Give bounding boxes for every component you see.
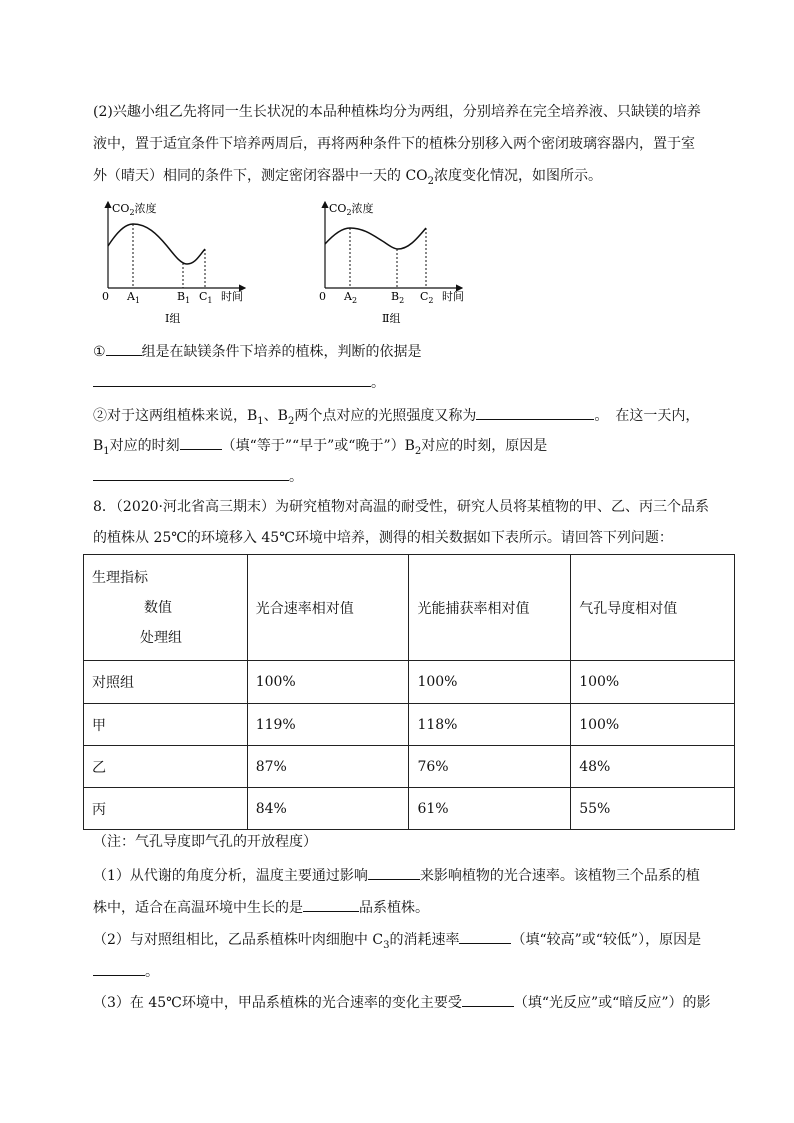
chart2-origin: 0 xyxy=(319,290,326,303)
answer-blank[interactable] xyxy=(93,960,145,976)
chart2-caption: Ⅱ组 xyxy=(382,312,401,325)
q7-text-line3: 外（晴天）相同的条件下，测定密闭容器中一天的 $CO_2$浓度变化情况，如图所示。 xyxy=(93,168,603,187)
table-cell: 100% xyxy=(409,661,571,704)
table-cell: 48% xyxy=(571,746,735,788)
table-cell: 87% xyxy=(247,746,409,788)
table-cell: 119% xyxy=(247,704,409,746)
q8-sub3-line1: （3）在 45℃环境中，甲品系植株的光合速率的变化主要受 （填“光反应”或“暗反应”）的影 xyxy=(93,991,705,1013)
q8-sub1-line2: 株中，适合在高温环境中生长的是 品系植株。 xyxy=(93,896,705,918)
q7-sub3-answer-line: 。 xyxy=(93,465,705,487)
table-col-header: 气孔导度相对值 xyxy=(571,555,735,661)
answer-blank[interactable] xyxy=(106,340,142,356)
chart1-origin: 0 xyxy=(102,290,109,303)
table-header-diagonal-cell xyxy=(84,555,248,661)
q7-text-line1: (2)兴趣小组乙先将同一生长状况的本品种植株均分为两组，分别培养在完全培养液、只缺镁的培养 xyxy=(93,104,701,120)
q7-sub2: ②对于这两组植株来说，$B_1$、$B_2$两个点对应的光照强度又称为 。 在这一天内， xyxy=(93,404,705,432)
table-row xyxy=(84,746,735,788)
header-label-group: 处理组 xyxy=(140,630,182,646)
chart-group-2 xyxy=(319,201,464,325)
chart2-tick-a: $A_2$ xyxy=(344,290,358,305)
header-label-indicator: 生理指标 xyxy=(92,570,148,586)
table-cell: 丙 xyxy=(84,788,248,830)
q8-sub2-line2: 。 xyxy=(93,960,705,982)
table-cell: 100% xyxy=(571,661,735,704)
q8-sub1-line1: （1）从代谢的角度分析，温度主要通过影响 来影响植物的光合速率。该植物三个品系的植 xyxy=(93,864,705,886)
q8-data-table xyxy=(83,554,735,830)
chart2-tick-b: $B_2$ xyxy=(391,290,405,305)
table-row xyxy=(84,788,735,830)
table-cell: 84% xyxy=(247,788,409,830)
answer-blank[interactable] xyxy=(180,434,222,450)
answer-blank[interactable] xyxy=(459,928,511,944)
header-label-value: 数值 xyxy=(144,600,172,616)
table-cell: 55% xyxy=(571,788,735,830)
table-cell: 100% xyxy=(247,661,409,704)
chart1-tick-b: $B_1$ xyxy=(177,290,191,305)
q7-text-line2: 液中，置于适宜条件下培养两周后，再将两种条件下的植株分别移入两个密闭玻璃容器内，置于室 xyxy=(93,136,695,152)
table-cell: 甲 xyxy=(84,704,248,746)
co2-concentration-charts xyxy=(95,196,475,331)
table-cell: 118% xyxy=(409,704,571,746)
chart2-time-label: 时间 xyxy=(442,290,464,303)
answer-blank[interactable] xyxy=(93,371,371,387)
chart1-curve xyxy=(108,224,205,264)
table-cell: 对照组 xyxy=(84,661,248,704)
chart-group-1 xyxy=(102,201,245,325)
answer-blank[interactable] xyxy=(476,404,594,420)
answer-blank[interactable] xyxy=(368,864,420,880)
table-row xyxy=(84,704,735,746)
table-col-header: 光能捕获率相对值 xyxy=(409,555,571,661)
table-cell: 乙 xyxy=(84,746,248,788)
q7-sub1: ① 组是在缺镁条件下培养的植株，判断的依据是 xyxy=(93,340,705,362)
chart2-y-label: $CO_2$浓度 xyxy=(329,202,374,217)
chart2-tick-c: $C_2$ xyxy=(420,290,434,305)
table-cell: 76% xyxy=(409,746,571,788)
chart1-tick-c: $C_1$ xyxy=(199,290,213,305)
answer-blank[interactable] xyxy=(462,991,514,1007)
q8-table-note: （注：气孔导度即气孔的开放程度） xyxy=(93,834,317,850)
chart1-time-label: 时间 xyxy=(221,290,243,303)
q7-sub3: $B_1$对应的时刻 （填“等于”“早于”或“晚于$”)B_2$对应的时刻，原因是 xyxy=(93,434,705,462)
answer-blank[interactable] xyxy=(303,896,359,912)
table-cell: 61% xyxy=(409,788,571,830)
table-cell: 100% xyxy=(571,704,735,746)
chart2-curve xyxy=(325,228,426,249)
chart1-tick-a: $A_1$ xyxy=(127,290,141,305)
q8-sub2-line1: （2）与对照组相比，乙品系植株叶肉细胞中 $C_3$的消耗速率 （填“较高”或“较低”），原因是 xyxy=(93,928,705,956)
q8-intro-line1: 8．（2020·河北省高三期末）为研究植物对高温的耐受性，研究人员将某植物的甲、乙、丙三个品系 xyxy=(93,499,709,515)
chart1-y-label: $CO_2$浓度 xyxy=(112,202,157,217)
q7-sub1-answer-line: 。 xyxy=(93,371,705,393)
table-col-header: 光合速率相对值 xyxy=(247,555,409,661)
table-row xyxy=(84,661,735,704)
chart1-caption: Ⅰ组 xyxy=(165,312,181,325)
q8-intro-line2: 的植株从 25℃的环境移入 45℃环境中培养，测得的相关数据如下表所示。请回答下列问题： xyxy=(93,530,673,546)
answer-blank[interactable] xyxy=(93,465,289,481)
